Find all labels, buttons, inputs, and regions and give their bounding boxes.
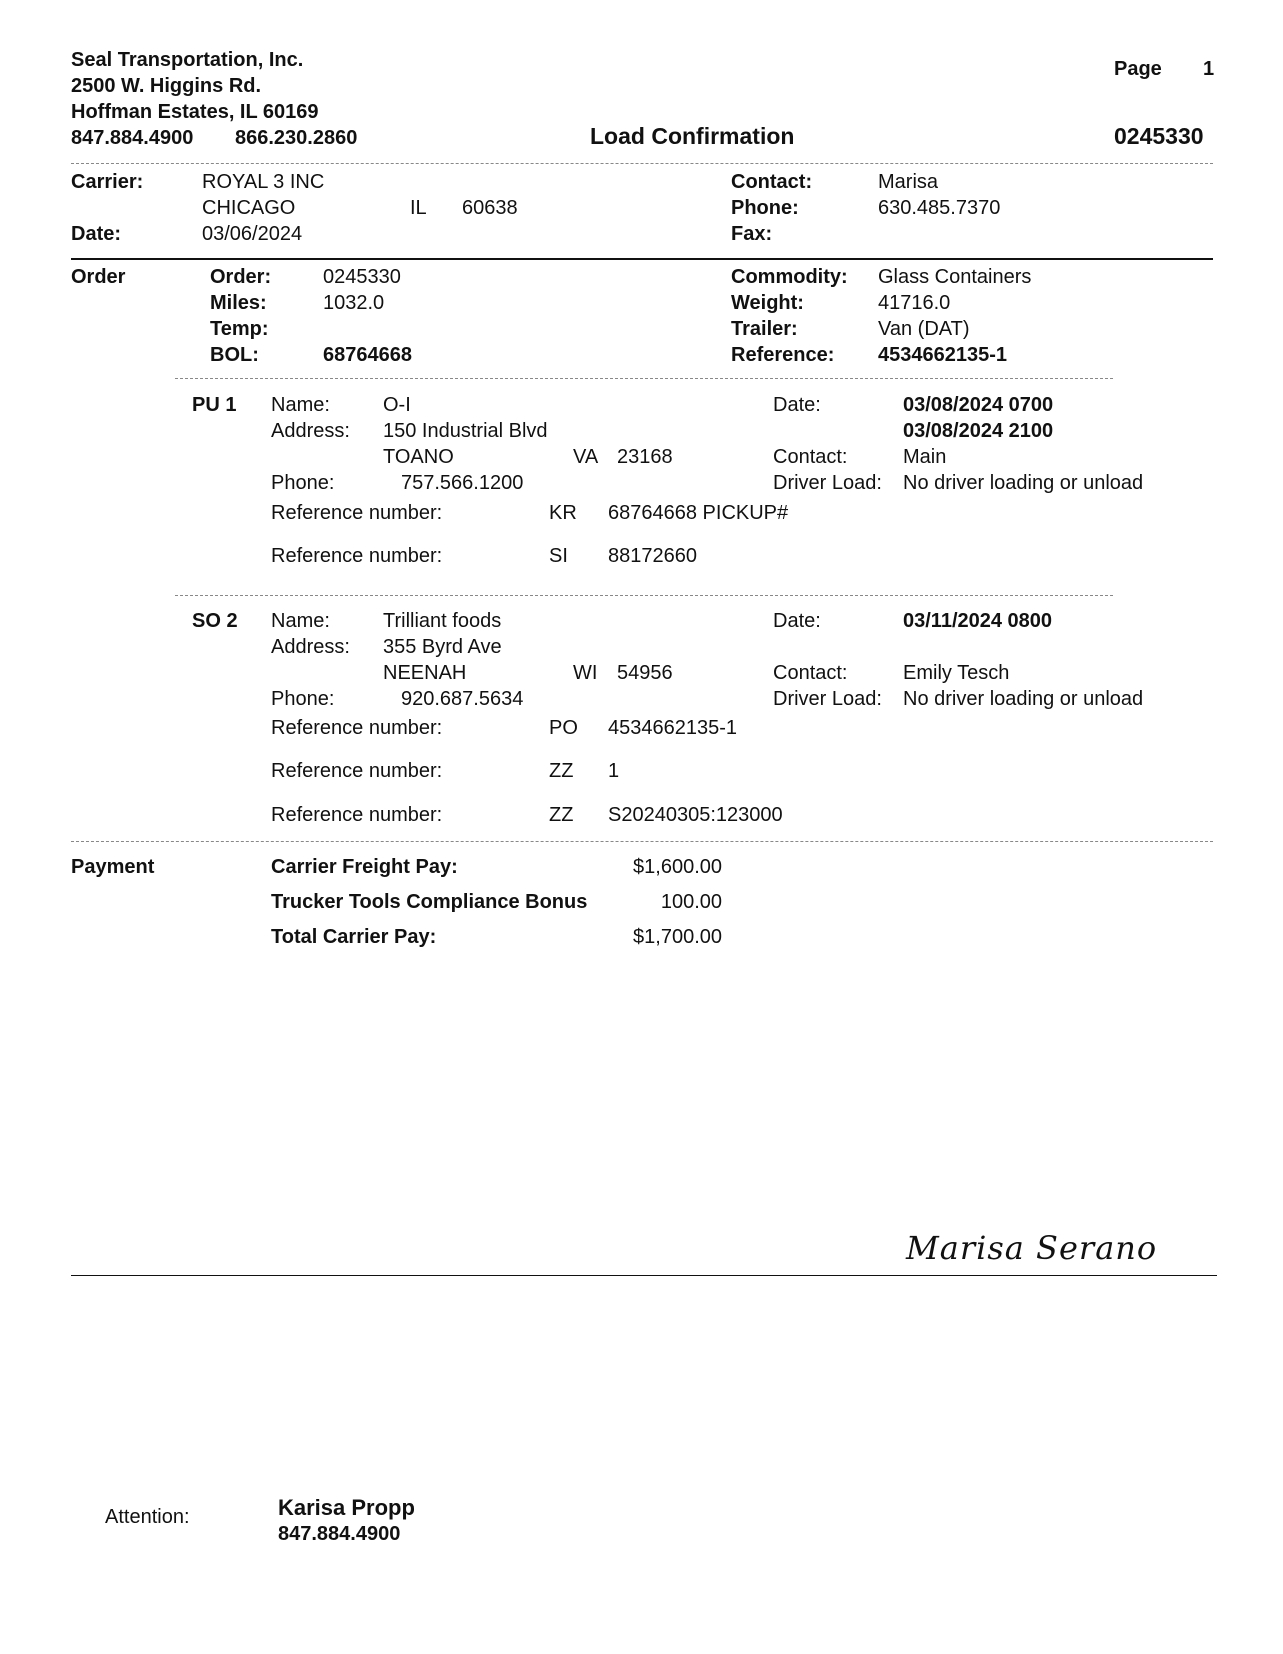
carrier-date: 03/06/2024 — [202, 223, 303, 245]
stop-address-label: Address: — [271, 636, 350, 658]
stop-phone-label: Phone: — [271, 688, 335, 710]
page-number: 1 — [1203, 58, 1215, 80]
carrier-fax-label: Fax: — [731, 223, 773, 245]
stop-date-start: 03/11/2024 0800 — [903, 610, 1053, 632]
carrier-city: CHICAGO — [202, 197, 296, 219]
carrier-zip: 60638 — [462, 197, 518, 219]
stop-date-label: Date: — [773, 394, 821, 416]
reference-label: Reference number: — [271, 760, 443, 782]
stop-driver-load-label: Driver Load: — [773, 688, 882, 710]
freight-pay-label: Carrier Freight Pay: — [271, 856, 458, 878]
stop-address: 355 Byrd Ave — [383, 636, 502, 658]
reference-code: SI — [549, 545, 568, 567]
order-bol: 68764668 — [323, 344, 412, 366]
order-trailer-label: Trailer: — [731, 318, 798, 340]
reference-code: ZZ — [549, 804, 574, 826]
document-number: 0245330 — [1114, 123, 1204, 149]
stops-divider — [175, 378, 1113, 379]
attention-phone: 847.884.4900 — [278, 1523, 401, 1545]
freight-pay-amount: $1,600.00 — [633, 856, 722, 878]
company-phone-primary: 847.884.4900 — [71, 127, 194, 149]
stop-driver-load: No driver loading or unload — [903, 688, 1144, 710]
stop-contact-label: Contact: — [773, 662, 848, 684]
company-address-line1: 2500 W. Higgins Rd. — [71, 75, 262, 97]
stop-driver-load-label: Driver Load: — [773, 472, 882, 494]
company-address-line2: Hoffman Estates, IL 60169 — [71, 101, 319, 123]
stop-zip: 23168 — [617, 446, 673, 468]
stop-address: 150 Industrial Blvd — [383, 420, 548, 442]
reference-code: PO — [549, 717, 578, 739]
carrier-phone: 630.485.7370 — [878, 197, 1001, 219]
carrier-state: IL — [410, 197, 427, 219]
stop-date-start: 03/08/2024 0700 — [903, 394, 1054, 416]
order-bol-label: BOL: — [210, 344, 259, 366]
stop-contact: Main — [903, 446, 947, 468]
carrier-name: ROYAL 3 INC — [202, 171, 325, 193]
reference-value: 1 — [608, 760, 620, 782]
stop-address-label: Address: — [271, 420, 350, 442]
signature-line — [71, 1275, 1217, 1276]
payment-section-label: Payment — [71, 856, 155, 878]
header-divider — [71, 163, 1213, 164]
order-commodity: Glass Containers — [878, 266, 1032, 288]
total-pay-label: Total Carrier Pay: — [271, 926, 437, 948]
order-weight-label: Weight: — [731, 292, 804, 314]
reference-code: KR — [549, 502, 577, 524]
stop-state: WI — [573, 662, 598, 684]
stop-contact-label: Contact: — [773, 446, 848, 468]
stop-code: PU 1 — [192, 394, 237, 416]
compliance-bonus-label: Trucker Tools Compliance Bonus — [271, 891, 588, 913]
order-commodity-label: Commodity: — [731, 266, 848, 288]
order-section-label: Order — [71, 266, 126, 288]
reference-label: Reference number: — [271, 545, 443, 567]
order-number-label: Order: — [210, 266, 272, 288]
stop-phone: 757.566.1200 — [401, 472, 524, 494]
stop-date-end: 03/08/2024 2100 — [903, 420, 1054, 442]
stop-city: TOANO — [383, 446, 454, 468]
carrier-label: Carrier: — [71, 171, 144, 193]
stop-city: NEENAH — [383, 662, 467, 684]
stop-code: SO 2 — [192, 610, 238, 632]
order-temp-label: Temp: — [210, 318, 269, 340]
stop-phone: 920.687.5634 — [401, 688, 524, 710]
stop-name-label: Name: — [271, 394, 330, 416]
payment-divider — [71, 841, 1213, 842]
reference-label: Reference number: — [271, 717, 443, 739]
attention-label: Attention: — [105, 1506, 190, 1528]
order-trailer: Van (DAT) — [878, 318, 970, 340]
order-miles: 1032.0 — [323, 292, 385, 314]
order-reference-label: Reference: — [731, 344, 835, 366]
reference-value: 88172660 — [608, 545, 697, 567]
stop-contact: Emily Tesch — [903, 662, 1010, 684]
company-phone-tollfree: 866.230.2860 — [235, 127, 358, 149]
reference-value: S20240305:123000 — [608, 804, 783, 826]
stop-zip: 54956 — [617, 662, 673, 684]
compliance-bonus-amount: 100.00 — [660, 891, 722, 913]
stop-name: O-I — [383, 394, 411, 416]
attention-name: Karisa Propp — [278, 1495, 415, 1520]
carrier-contact-label: Contact: — [731, 171, 813, 193]
stop-name-label: Name: — [271, 610, 330, 632]
reference-label: Reference number: — [271, 804, 443, 826]
stop-date-label: Date: — [773, 610, 821, 632]
stop-name: Trilliant foods — [383, 610, 502, 632]
signature: Marisa Serano — [906, 1229, 1158, 1267]
reference-label: Reference number: — [271, 502, 443, 524]
stop-state: VA — [573, 446, 599, 468]
order-miles-label: Miles: — [210, 292, 267, 314]
stop-divider — [175, 595, 1113, 596]
stop-phone-label: Phone: — [271, 472, 335, 494]
page-label: Page — [1114, 58, 1162, 80]
reference-value: 4534662135-1 — [608, 717, 738, 739]
order-reference: 4534662135-1 — [878, 344, 1008, 366]
reference-value: 68764668 PICKUP# — [608, 502, 789, 524]
carrier-date-label: Date: — [71, 223, 122, 245]
reference-code: ZZ — [549, 760, 574, 782]
order-weight: 41716.0 — [878, 292, 951, 314]
company-name: Seal Transportation, Inc. — [71, 49, 304, 71]
carrier-phone-label: Phone: — [731, 197, 799, 219]
document-title: Load Confirmation — [590, 123, 795, 149]
total-pay-amount: $1,700.00 — [633, 926, 722, 948]
carrier-contact: Marisa — [878, 171, 939, 193]
stop-driver-load: No driver loading or unload — [903, 472, 1144, 494]
carrier-divider — [71, 258, 1213, 260]
order-number: 0245330 — [323, 266, 401, 288]
